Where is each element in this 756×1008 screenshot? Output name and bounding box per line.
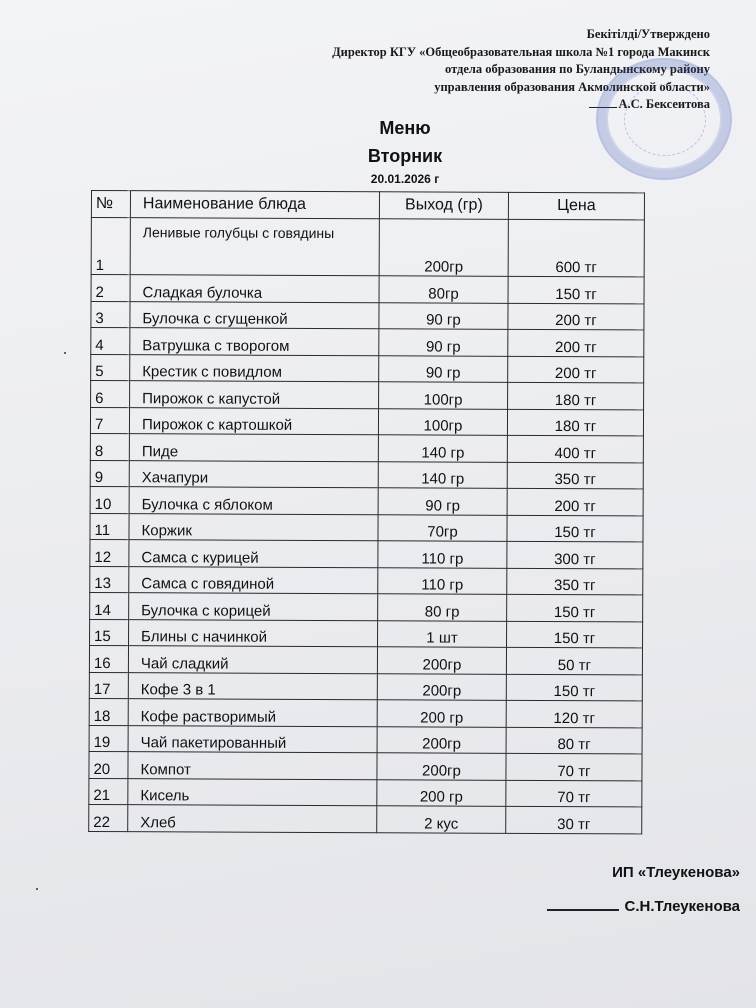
- row-output: 200 гр: [377, 700, 506, 727]
- row-price: 350 тг: [507, 568, 643, 595]
- row-number: 14: [90, 592, 129, 619]
- table-row: [89, 804, 642, 833]
- row-number: 15: [90, 619, 129, 646]
- row-price: 150 тг: [506, 674, 642, 701]
- row-dish-name: Хлеб: [128, 805, 377, 833]
- column-header-price: Цена: [508, 192, 644, 220]
- row-output: 2 кус: [377, 806, 506, 833]
- row-price: 80 тг: [506, 727, 642, 754]
- row-dish-name: Кофе 3 в 1: [128, 672, 377, 700]
- row-dish-name: Компот: [128, 752, 377, 780]
- row-number: 1: [91, 218, 130, 275]
- menu-table-body: [89, 218, 645, 834]
- row-price: 150 тг: [507, 621, 643, 648]
- approval-signer: А.С. Бексеитова: [618, 97, 710, 112]
- row-price: 50 тг: [506, 647, 642, 674]
- row-number: 4: [91, 328, 130, 355]
- official-stamp: [596, 58, 732, 180]
- row-output: 200гр: [377, 673, 506, 700]
- row-price: 70 тг: [506, 753, 642, 780]
- table-row: [90, 539, 643, 568]
- row-price: 120 тг: [506, 700, 642, 727]
- row-price: 150 тг: [508, 276, 644, 303]
- row-dish-name: Булочка с яблоком: [129, 487, 378, 515]
- row-output: 200 гр: [377, 779, 506, 806]
- approval-department: отдела образования по Буландынскому району: [444, 62, 710, 77]
- row-price: 200 тг: [508, 356, 644, 383]
- table-row: [91, 381, 644, 410]
- row-output: 90 гр: [379, 355, 508, 382]
- row-price: 200 тг: [507, 488, 643, 515]
- row-output: 200гр: [377, 647, 506, 674]
- row-dish-name: Ленивые голубцы с говядины: [130, 218, 379, 276]
- row-output: 100гр: [378, 408, 507, 435]
- row-number: 17: [89, 672, 128, 699]
- footer-signature-line: [547, 909, 619, 911]
- row-dish-name: Пирожок с картошкой: [129, 407, 378, 435]
- row-price: 350 тг: [507, 462, 643, 489]
- table-row: [90, 566, 643, 595]
- table-row: [91, 328, 644, 357]
- row-number: 8: [90, 433, 129, 460]
- table-row: [90, 460, 643, 489]
- row-output: 140 гр: [378, 435, 507, 462]
- row-number: 18: [89, 698, 128, 725]
- table-row: [89, 645, 642, 674]
- row-dish-name: Кисель: [128, 778, 377, 806]
- row-dish-name: Чай пакетированный: [128, 725, 377, 753]
- column-header-number: №: [91, 191, 130, 218]
- row-price: 180 тг: [508, 382, 644, 409]
- speck: [36, 888, 38, 890]
- row-output: 90 гр: [378, 488, 507, 515]
- footer-company: ИП «Тлеукенова»: [612, 864, 740, 881]
- row-price: 150 тг: [507, 515, 643, 542]
- row-dish-name: Блины с начинкой: [129, 619, 378, 647]
- row-price: 600 тг: [508, 219, 644, 277]
- table-row: [90, 592, 643, 621]
- approval-position: Директор КГУ «Общеобразовательная школа №1 города Макинск: [332, 44, 710, 59]
- row-output: 110 гр: [378, 541, 507, 568]
- row-output: 90 гр: [379, 302, 508, 329]
- row-dish-name: Сладкая булочка: [130, 275, 379, 303]
- table-row: [90, 513, 643, 542]
- row-dish-name: Самса с курицей: [129, 540, 378, 568]
- table-row: [91, 218, 644, 277]
- table-row: [91, 301, 644, 330]
- row-number: 12: [90, 539, 129, 566]
- approval-title: Бекітілді/Утверждено: [586, 27, 710, 41]
- row-dish-name: Кофе растворимый: [128, 699, 377, 727]
- row-dish-name: Хачапури: [129, 460, 378, 488]
- menu-title: Меню: [379, 118, 431, 138]
- table-row: [90, 619, 643, 648]
- row-number: 3: [91, 301, 130, 328]
- row-output: 200гр: [377, 753, 506, 780]
- table-header-row: [91, 191, 644, 220]
- menu-table: [88, 190, 645, 834]
- row-dish-name: Самса с говядиной: [129, 566, 378, 594]
- row-output: 1 шт: [378, 620, 507, 647]
- row-output: 70гр: [378, 514, 507, 541]
- row-dish-name: Коржик: [129, 513, 378, 541]
- column-header-dish: Наименование блюда: [130, 191, 379, 219]
- row-output: 100гр: [379, 382, 508, 409]
- row-output: 200гр: [379, 219, 508, 277]
- row-output: 200гр: [377, 726, 506, 753]
- row-output: 80 гр: [378, 594, 507, 621]
- row-number: 5: [91, 354, 130, 381]
- row-dish-name: Ватрушка с творогом: [130, 328, 379, 356]
- table-row: [89, 751, 642, 780]
- table-row: [89, 778, 642, 807]
- row-price: 200 тг: [508, 329, 644, 356]
- menu-date: 20.01.2026 г: [370, 172, 440, 186]
- row-number: 13: [90, 566, 129, 593]
- row-dish-name: Булочка с корицей: [129, 593, 378, 621]
- table-row: [89, 698, 642, 727]
- row-number: 7: [90, 407, 129, 434]
- row-dish-name: Булочка с сгущенкой: [130, 301, 379, 329]
- row-number: 10: [90, 486, 129, 513]
- footer-signer: С.Н.Тлеукенова: [624, 898, 740, 915]
- row-number: 11: [90, 513, 129, 540]
- column-header-output: Выход (гр): [379, 192, 508, 220]
- row-number: 19: [89, 725, 128, 752]
- row-output: 110 гр: [378, 567, 507, 594]
- approval-administration: управления образования Акмолинской области»: [434, 79, 710, 94]
- row-price: 30 тг: [506, 806, 642, 833]
- row-price: 150 тг: [507, 594, 643, 621]
- menu-day: Вторник: [367, 146, 443, 166]
- row-dish-name: Чай сладкий: [128, 646, 377, 674]
- row-price: 400 тг: [507, 435, 643, 462]
- row-number: 22: [89, 804, 128, 831]
- table-row: [90, 486, 643, 515]
- row-dish-name: Пирожок с капустой: [130, 381, 379, 409]
- stamp-inner-ring: [624, 84, 706, 156]
- table-row: [89, 672, 642, 701]
- row-number: 16: [89, 645, 128, 672]
- table-row: [90, 433, 643, 462]
- row-number: 21: [89, 778, 128, 805]
- row-number: 9: [90, 460, 129, 487]
- row-dish-name: Крестик с повидлом: [130, 354, 379, 382]
- row-price: 180 тг: [507, 409, 643, 436]
- row-output: 90 гр: [379, 329, 508, 356]
- row-dish-name: Пиде: [129, 434, 378, 462]
- table-row: [90, 407, 643, 436]
- table-row: [89, 725, 642, 754]
- row-number: 6: [91, 381, 130, 408]
- row-number: 20: [89, 751, 128, 778]
- row-price: 300 тг: [507, 541, 643, 568]
- row-output: 80гр: [379, 276, 508, 303]
- row-price: 200 тг: [508, 303, 644, 330]
- row-number: 2: [91, 275, 130, 302]
- footer-signature: [547, 898, 740, 915]
- row-output: 140 гр: [378, 461, 507, 488]
- table-row: [91, 275, 644, 304]
- table-row: [91, 354, 644, 383]
- speck: [64, 352, 66, 354]
- row-price: 70 тг: [506, 780, 642, 807]
